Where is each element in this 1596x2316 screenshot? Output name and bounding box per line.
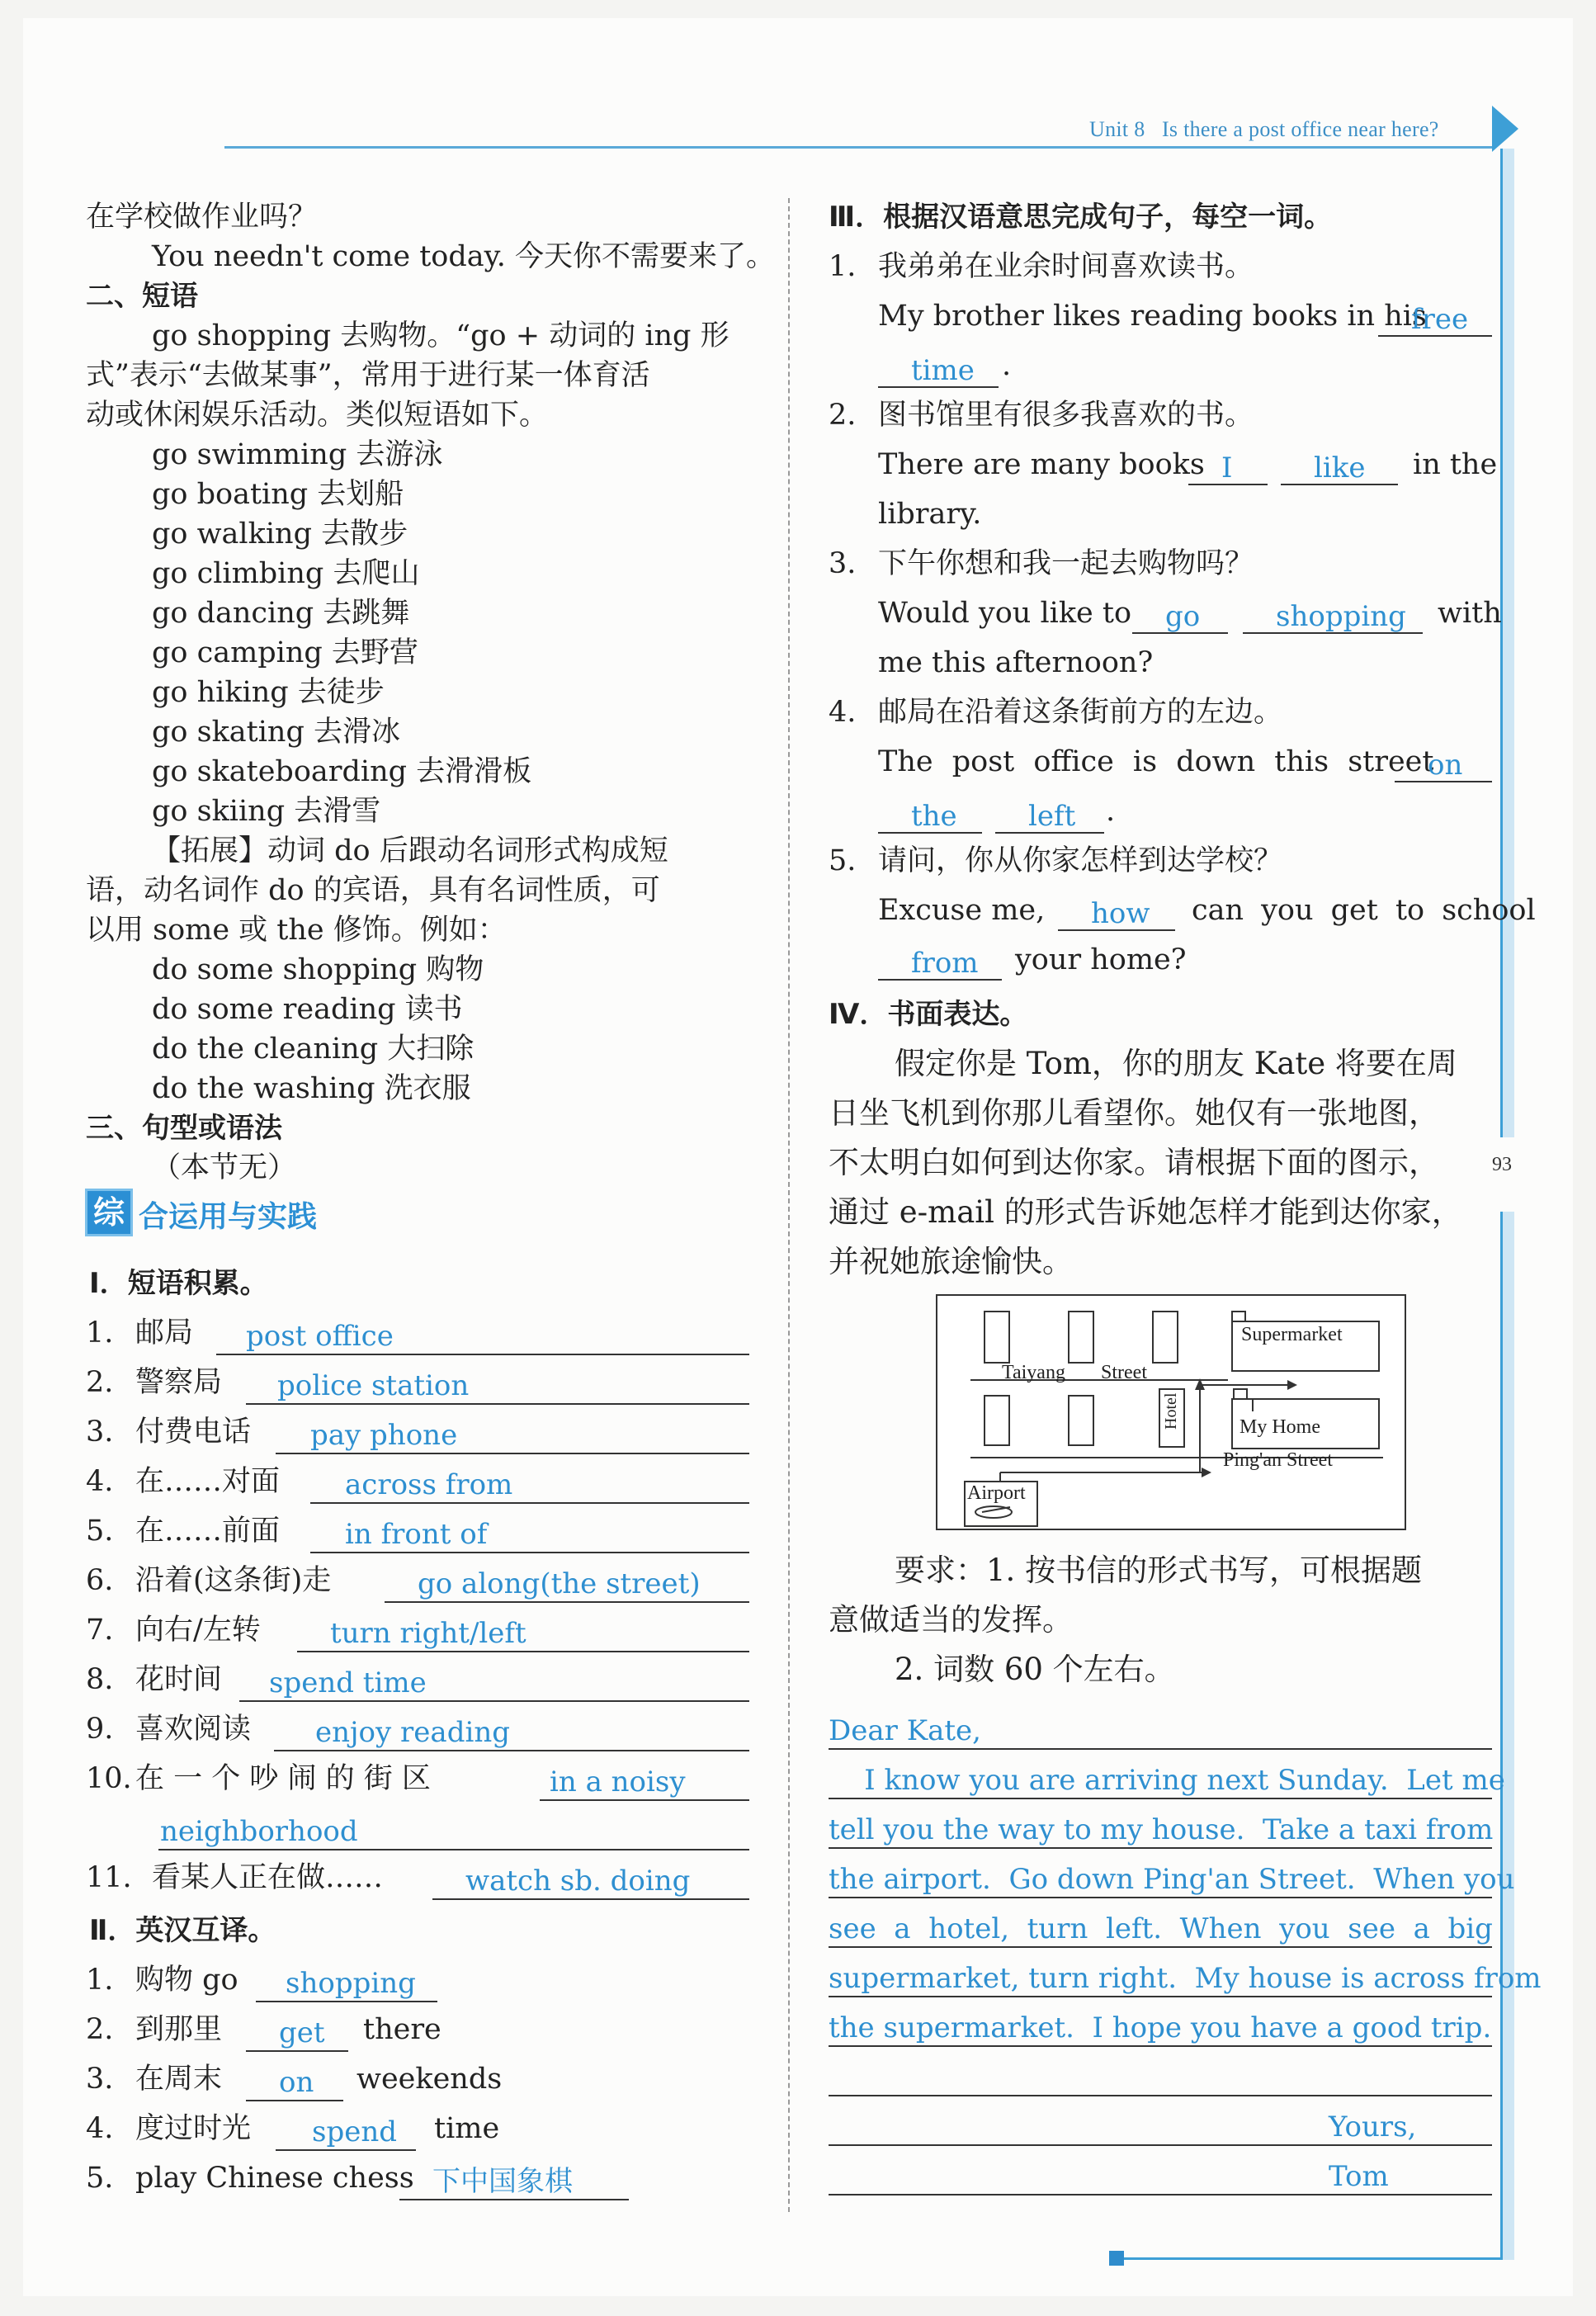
sentence: The post office is down this street bbox=[878, 745, 1434, 778]
item-prompt: 在 一 个 吵 闹 的 街 区 bbox=[135, 1762, 431, 1795]
letter-signature: Tom bbox=[1329, 2160, 1389, 2193]
requirement-line: 意做适当的发挥。 bbox=[829, 1602, 1073, 1638]
answer-text: from bbox=[911, 947, 979, 980]
item-prompt: 图书馆里有很多我喜欢的书。 bbox=[878, 399, 1254, 432]
letter-line: supermarket, turn right. My house is across from bbox=[829, 1962, 1542, 1995]
route-map bbox=[936, 1294, 1406, 1530]
phrase-item: go camping 去野营 bbox=[152, 636, 418, 669]
item-number: 5. bbox=[829, 844, 857, 877]
phrase-item: go swimming 去游泳 bbox=[152, 438, 443, 471]
running-header: Unit 8 Is there a post office near here? bbox=[1089, 117, 1439, 141]
phrase-item: go dancing 去跳舞 bbox=[152, 597, 410, 630]
sentence: me this afternoon? bbox=[878, 646, 1154, 679]
phrase-item: do some reading 读书 bbox=[152, 993, 463, 1026]
paragraph-line: 以用 some 或 the 修饰。例如： bbox=[86, 914, 507, 947]
sentence: your home? bbox=[1015, 943, 1187, 976]
sentence: My brother likes reading books in his bbox=[878, 300, 1427, 333]
item-prompt: play Chinese chess bbox=[135, 2162, 414, 2195]
letter-line: see a hotel, turn left. When you see a big bbox=[829, 1912, 1493, 1945]
sentence: with bbox=[1438, 597, 1502, 630]
item-prompt: 沿着(这条街)走 bbox=[135, 1564, 332, 1597]
item-number: 8. bbox=[86, 1663, 114, 1696]
item-prompt: 邮局 bbox=[135, 1316, 194, 1349]
exercise-title: Ⅰ．短语积累。 bbox=[89, 1267, 268, 1300]
paragraph-line: 式”表示“去做某事”，常用于进行某一体育活 bbox=[86, 359, 650, 392]
side-bar-top bbox=[1500, 149, 1514, 1137]
letter-line: the supermarket. I hope you have a good trip. bbox=[829, 2011, 1492, 2044]
item-number: 1. bbox=[86, 1316, 114, 1349]
phrase-item: go walking 去散步 bbox=[152, 518, 408, 551]
sentence: Excuse me, bbox=[878, 894, 1046, 927]
letter-line: the airport. Go down Ping'an Street. When you bbox=[829, 1863, 1515, 1896]
item-prompt: 在……对面 bbox=[135, 1465, 281, 1498]
answer-text: go bbox=[1165, 600, 1201, 633]
writing-line bbox=[829, 2194, 1492, 2195]
route-arrowhead bbox=[1287, 1380, 1297, 1390]
item-number: 4. bbox=[86, 1465, 114, 1498]
left-line: You needn't come today. 今天你不需要来了。 bbox=[152, 240, 776, 273]
header-rule bbox=[224, 146, 1495, 149]
letter-line: I know you are arriving next Sunday. Let me bbox=[829, 1764, 1505, 1797]
map-label: Taiyang bbox=[1002, 1362, 1065, 1383]
paragraph-line: 通过 e-mail 的形式告诉她怎样才能到达你家， bbox=[829, 1194, 1462, 1230]
item-number: 6. bbox=[86, 1564, 114, 1597]
column-divider bbox=[788, 198, 790, 2212]
item-prompt: 在……前面 bbox=[135, 1515, 281, 1548]
sentence-end: . bbox=[1002, 349, 1012, 382]
answer-text: spend bbox=[312, 2115, 397, 2148]
sentence: in the bbox=[1413, 448, 1498, 481]
map-label: Hotel bbox=[1162, 1392, 1180, 1430]
exercise-title: Ⅱ．英汉互译。 bbox=[89, 1914, 276, 1947]
answer-text: in front of bbox=[345, 1518, 488, 1551]
item-number: 1. bbox=[86, 1964, 114, 1997]
item-number: 2. bbox=[829, 399, 857, 432]
answer-text: neighborhood bbox=[160, 1815, 358, 1848]
map-label: Supermarket bbox=[1241, 1324, 1343, 1345]
item-number: 2. bbox=[86, 2013, 114, 2046]
item-number: 3. bbox=[829, 547, 857, 580]
map-label: My Home bbox=[1239, 1416, 1320, 1438]
item-prompt: 我弟弟在业余时间喜欢读书。 bbox=[878, 250, 1254, 283]
paragraph-line: 【拓展】动词 do 后跟动名词形式构成短 bbox=[152, 834, 668, 867]
answer-text: how bbox=[1091, 897, 1150, 930]
section-badge: 综 bbox=[85, 1189, 133, 1236]
item-prompt: 下午你想和我一起去购物吗？ bbox=[878, 547, 1254, 580]
item-suffix: time bbox=[434, 2112, 500, 2145]
map-label: Airport bbox=[967, 1482, 1026, 1504]
page-number: 93 bbox=[1492, 1154, 1512, 1175]
answer-text: left bbox=[1028, 800, 1076, 833]
letter-line: tell you the way to my house. Take a taxi from bbox=[829, 1813, 1494, 1846]
sentence: Would you like to bbox=[878, 597, 1132, 630]
phrase-item: go skiing 去滑雪 bbox=[152, 795, 381, 828]
item-number: 4. bbox=[86, 2112, 114, 2145]
paragraph-line: 假定你是 Tom，你的朋友 Kate 将要在周 bbox=[895, 1046, 1457, 1081]
route-arrowhead bbox=[1202, 1468, 1211, 1477]
phrase-item: go hiking 去徒步 bbox=[152, 676, 385, 709]
answer-text: on bbox=[1428, 749, 1463, 782]
sentence: can you get to school bbox=[1192, 894, 1536, 927]
item-prompt: 邮局在沿着这条街前方的左边。 bbox=[878, 696, 1283, 729]
phrase-item: go skateboarding 去滑滑板 bbox=[152, 755, 532, 788]
paragraph-line: 动或休闲娱乐活动。类似短语如下。 bbox=[86, 399, 549, 432]
answer-text: 下中国象棋 bbox=[432, 2165, 573, 2198]
answer-text: on bbox=[279, 2066, 314, 2099]
writing-line bbox=[829, 2095, 1492, 2096]
item-prompt: 在周末 bbox=[135, 2063, 223, 2096]
item-prompt: 喜欢阅读 bbox=[135, 1713, 252, 1746]
requirement-line: 要求：1. 按书信的形式书写，可根据题 bbox=[895, 1553, 1423, 1588]
answer-text: the bbox=[911, 800, 957, 833]
exercise-title: Ⅳ．书面表达。 bbox=[829, 998, 1028, 1031]
answer-text: spend time bbox=[269, 1666, 427, 1699]
exercise-title: Ⅲ．根据汉语意思完成句子，每空一词。 bbox=[829, 201, 1333, 234]
answer-text: free bbox=[1411, 303, 1469, 336]
section-title: 合运用与实践 bbox=[139, 1200, 318, 1234]
paragraph-line: go shopping 去购物。“go + 动词的 ing 形 bbox=[152, 319, 730, 352]
header-arrow-icon bbox=[1492, 106, 1518, 152]
letter-greeting: Dear Kate, bbox=[829, 1714, 981, 1747]
item-number: 3. bbox=[86, 1416, 114, 1449]
item-prompt: 付费电话 bbox=[135, 1416, 252, 1449]
item-prompt: 花时间 bbox=[135, 1663, 223, 1696]
phrase-item: do some shopping 购物 bbox=[152, 953, 484, 986]
item-number: 3. bbox=[86, 2063, 114, 2096]
item-prompt: 向右/左转 bbox=[135, 1614, 261, 1647]
sentence: There are many books bbox=[878, 448, 1205, 481]
item-number: 2. bbox=[86, 1366, 114, 1399]
item-prompt: 购物 go bbox=[135, 1964, 238, 1997]
paragraph-line: 并祝她旅途愉快。 bbox=[829, 1244, 1073, 1279]
map-label: Ping'an Street bbox=[1223, 1449, 1333, 1471]
answer-text: shopping bbox=[1276, 600, 1406, 633]
item-number: 4. bbox=[829, 696, 857, 729]
item-number: 11. bbox=[86, 1861, 132, 1894]
answer-text: turn right/left bbox=[330, 1617, 526, 1650]
requirement-line: 2. 词数 60 个左右。 bbox=[895, 1652, 1175, 1687]
answer-text: get bbox=[279, 2016, 325, 2049]
map-label: Street bbox=[1101, 1362, 1147, 1383]
item-prompt: 警察局 bbox=[135, 1366, 223, 1399]
item-prompt: 请问，你从你家怎样到达学校？ bbox=[878, 844, 1283, 877]
answer-text: go along(the street) bbox=[418, 1567, 701, 1600]
item-suffix: there bbox=[363, 2013, 441, 2046]
item-number: 9. bbox=[86, 1713, 114, 1746]
side-bar-bottom bbox=[1500, 1212, 1514, 2260]
sentence-end: . bbox=[1106, 795, 1116, 828]
left-line: 在学校做作业吗？ bbox=[86, 201, 318, 234]
item-number: 5. bbox=[86, 2162, 114, 2195]
answer-text: pay phone bbox=[310, 1419, 458, 1452]
answer-text: watch sb. doing bbox=[465, 1865, 691, 1898]
footer-rule bbox=[1122, 2257, 1502, 2260]
answer-text: post office bbox=[246, 1320, 394, 1353]
answer-text: police station bbox=[277, 1369, 470, 1402]
paragraph-line: 不太明白如何到达你家。请根据下面的图示， bbox=[829, 1145, 1439, 1180]
phrase-item: go climbing 去爬山 bbox=[152, 557, 420, 590]
item-number: 10. bbox=[86, 1762, 132, 1795]
item-number: 5. bbox=[86, 1515, 114, 1548]
answer-text: enjoy reading bbox=[315, 1716, 510, 1749]
paragraph-line: 日坐飞机到你那儿看望你。她仅有一张地图， bbox=[829, 1095, 1439, 1131]
item-prompt: 看某人正在做…… bbox=[152, 1861, 384, 1894]
answer-text: like bbox=[1314, 451, 1366, 484]
item-number: 1. bbox=[829, 250, 857, 283]
answer-text: time bbox=[911, 354, 975, 387]
item-prompt: 到那里 bbox=[135, 2013, 223, 2046]
phrase-item: go boating 去划船 bbox=[152, 478, 404, 511]
answer-text: in a noisy bbox=[550, 1765, 686, 1798]
answer-text: I bbox=[1221, 451, 1233, 484]
phrase-item: do the cleaning 大扫除 bbox=[152, 1033, 475, 1066]
section-heading: 三、句型或语法 bbox=[86, 1112, 282, 1145]
letter-closing: Yours, bbox=[1329, 2110, 1417, 2143]
section-note: （本节无） bbox=[152, 1151, 297, 1184]
item-prompt: 度过时光 bbox=[135, 2112, 252, 2145]
answer-text: across from bbox=[345, 1468, 513, 1501]
paragraph-line: 语，动名词作 do 的宾语，具有名词性质，可 bbox=[86, 874, 660, 907]
phrase-item: go skating 去滑冰 bbox=[152, 716, 400, 749]
sentence: library. bbox=[878, 498, 982, 531]
item-number: 7. bbox=[86, 1614, 114, 1647]
answer-text: shopping bbox=[286, 1967, 416, 2000]
section-heading: 二、短语 bbox=[86, 280, 198, 313]
phrase-item: do the washing 洗衣服 bbox=[152, 1072, 471, 1105]
footer-square-icon bbox=[1109, 2251, 1124, 2266]
item-suffix: weekends bbox=[357, 2063, 503, 2096]
